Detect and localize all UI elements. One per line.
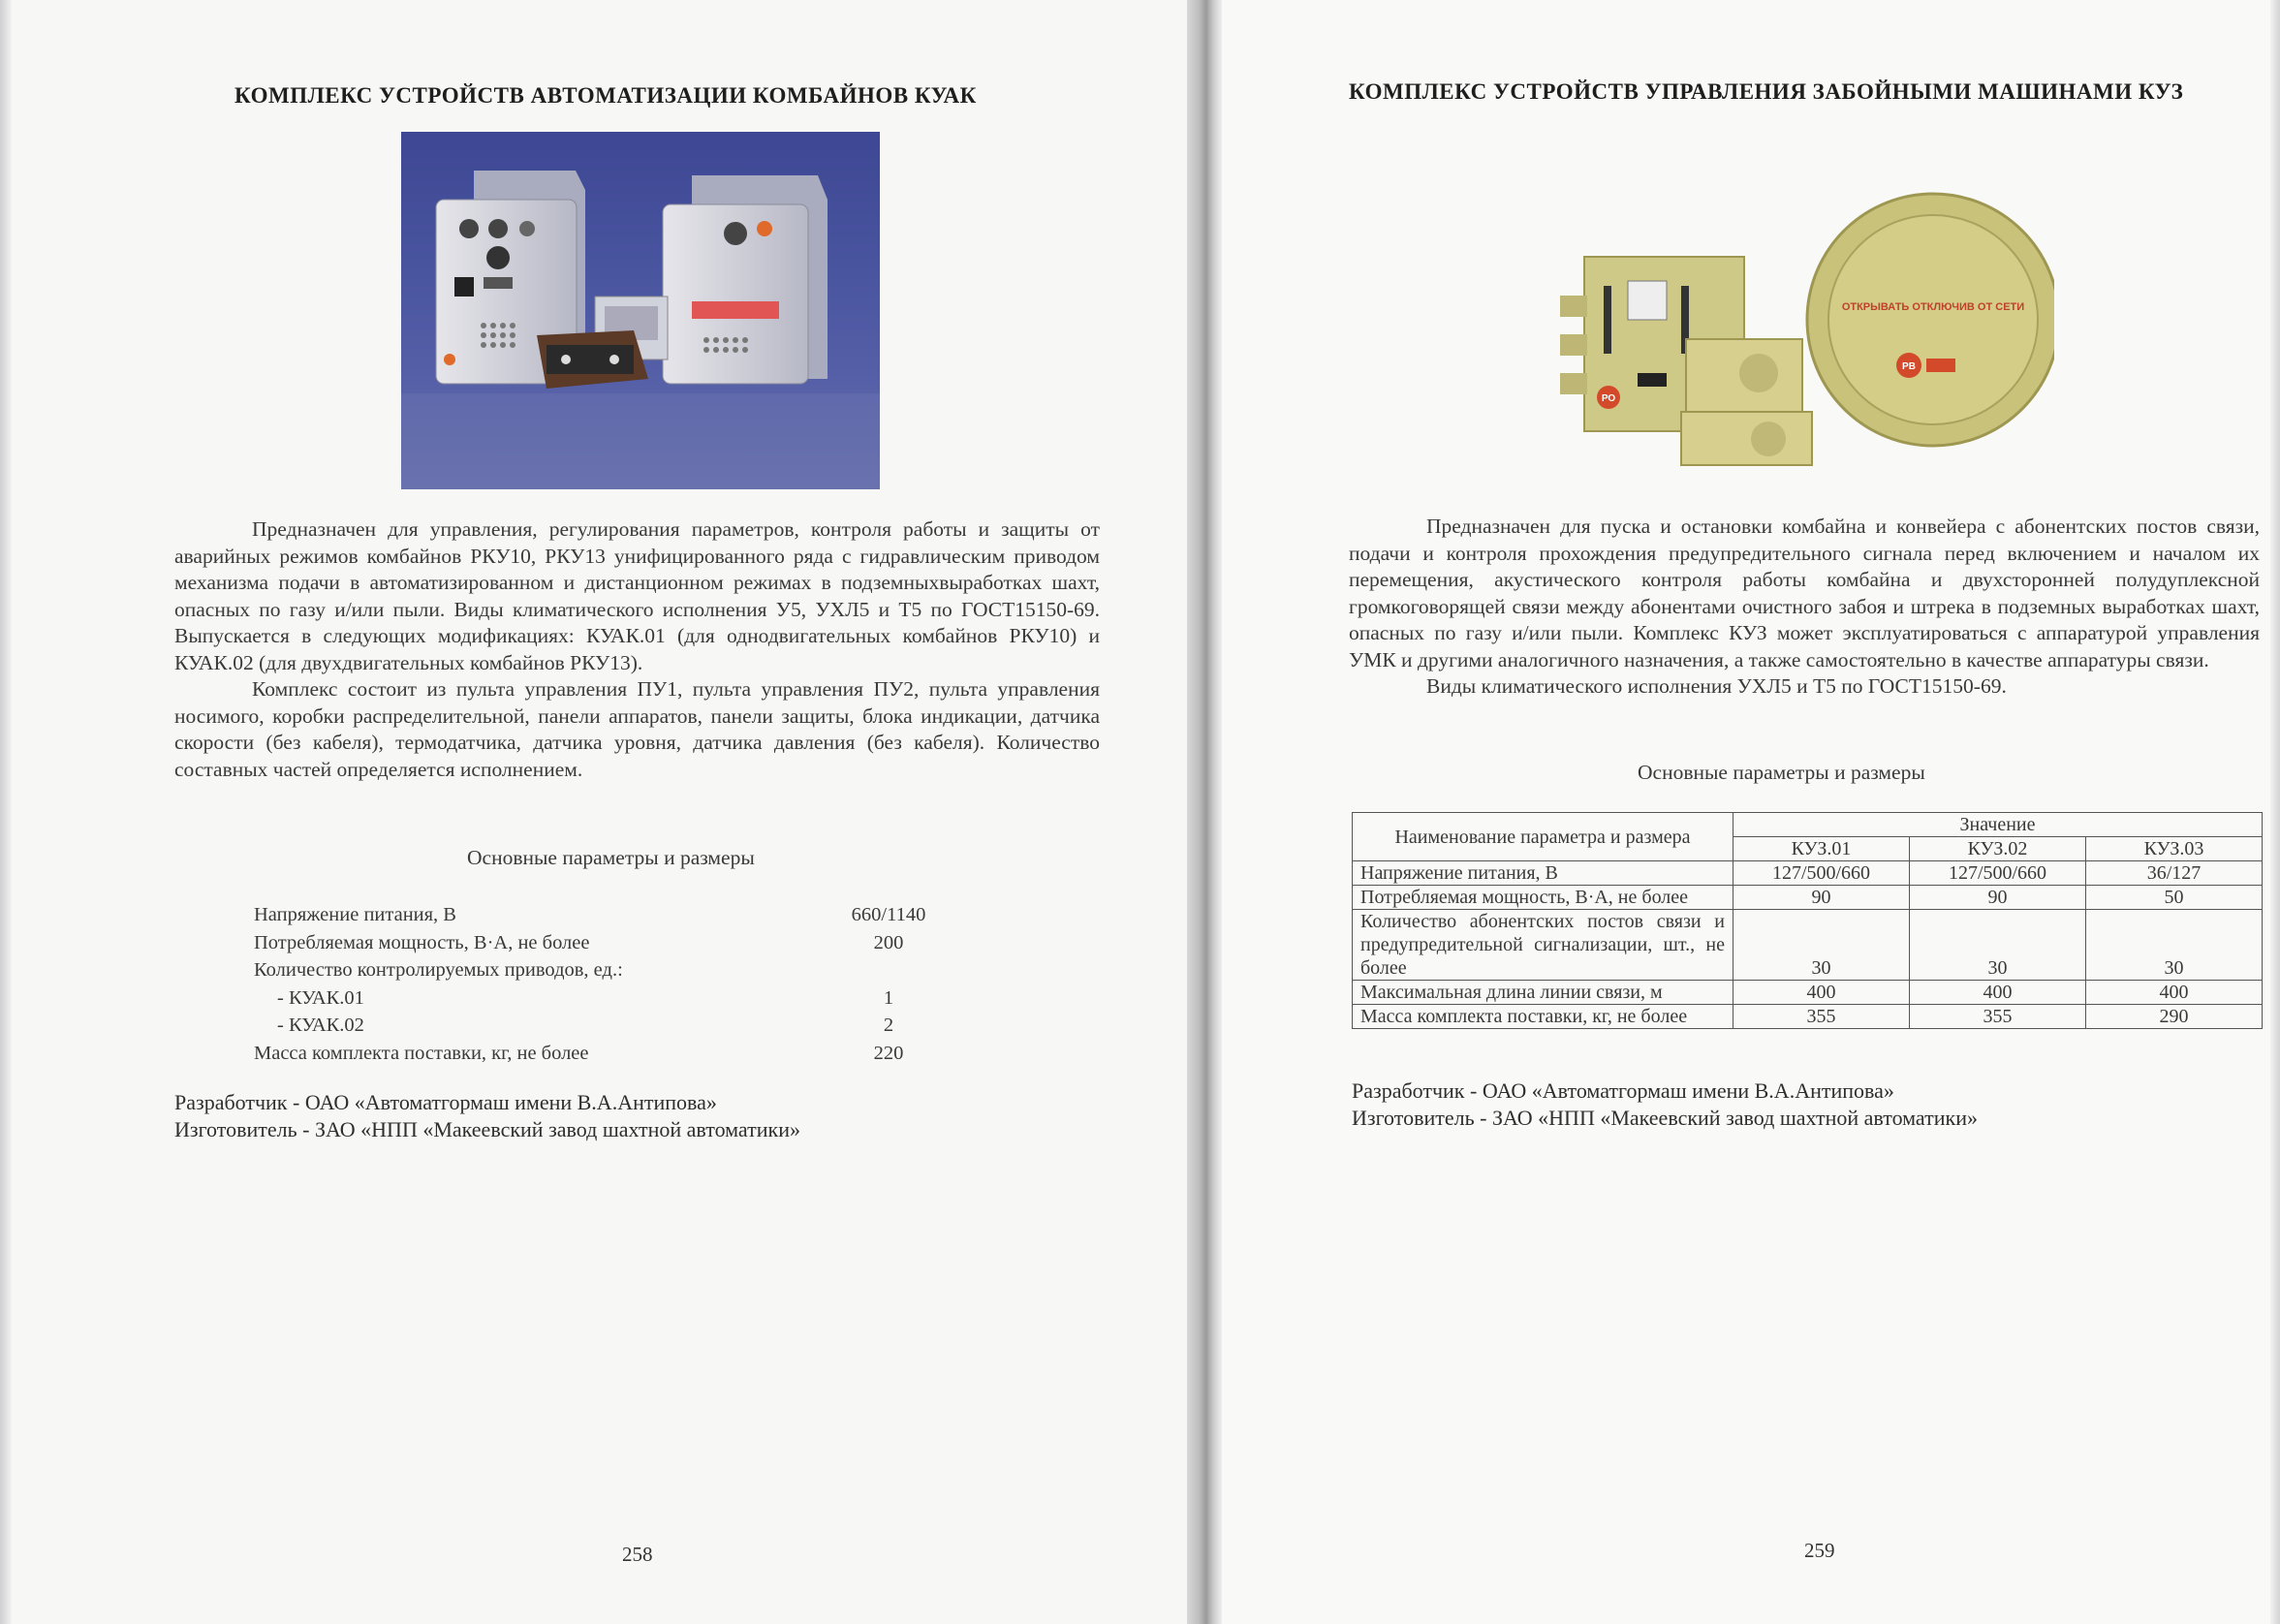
page-edge xyxy=(2270,0,2280,1624)
page-number-right: 259 xyxy=(1804,1539,1835,1562)
param-row xyxy=(254,901,952,929)
description-paragraph: Комплекс состоит из пульта управления ПУ1, пульта управления ПУ2, пульта управления носимого, коробки распределительной, панели аппаратов, панели защиты, блока индикации, датчика скорости (без кабеля), термодатчика, датчика уровня, датчика давления (без кабеля). Количество составных частей определяется исполнением. xyxy=(174,677,1100,781)
param-row xyxy=(254,956,952,984)
param-label: - КУАК.01 xyxy=(277,986,364,1009)
param-row xyxy=(254,1012,952,1040)
left-params-heading: Основные параметры и размеры xyxy=(467,846,755,869)
table-row xyxy=(1353,910,2263,981)
table-row-label: Количество абонентских постов связи и предупредительной сигнализации, шт., не более xyxy=(1353,910,1733,981)
left-credits xyxy=(174,1089,800,1143)
table-row-label: Масса комплекта поставки, кг, не более xyxy=(1353,1005,1733,1029)
kuz-equipment-illustration xyxy=(1560,189,2054,480)
kuak-equipment-illustration xyxy=(401,132,880,489)
developer-line: Разработчик - ОАО «Автоматгормаш имени В.А.Антипова» xyxy=(1352,1078,1894,1103)
table-cell: 90 xyxy=(1733,886,1910,910)
param-value xyxy=(826,956,952,984)
param-label: - КУАК.02 xyxy=(277,1015,364,1036)
table-row-label: Максимальная длина линии связи, м xyxy=(1353,981,1733,1005)
manufacturer-line: Изготовитель - ЗАО «НПП «Макеевский завод шахтной автоматики» xyxy=(1352,1106,1978,1130)
table-header-param: Наименование параметра и размера xyxy=(1353,813,1733,861)
param-row xyxy=(254,929,952,957)
kuz-params-table xyxy=(1352,812,2263,1029)
table-column-header: КУЗ.03 xyxy=(2086,837,2263,861)
table-row-label: Потребляемая мощность, В·А, не более xyxy=(1353,886,1733,910)
param-row xyxy=(254,984,952,1013)
left-page-title: КОМПЛЕКС УСТРОЙСТВ АВТОМАТИЗАЦИИ КОМБАЙНОВ КУАК xyxy=(234,83,977,108)
table-cell: 355 xyxy=(1733,1005,1910,1029)
param-value: 1 xyxy=(883,986,894,1009)
table-cell: 30 xyxy=(1910,910,2086,981)
table-cell: 90 xyxy=(1910,886,2086,910)
table-cell: 127/500/660 xyxy=(1733,861,1910,886)
kuak-product-photo xyxy=(401,132,880,489)
param-label: Напряжение питания, В xyxy=(254,904,456,925)
kuz-product-photo xyxy=(1560,189,2054,480)
table-row xyxy=(1353,1005,2263,1029)
left-params-list xyxy=(254,901,952,1067)
table-cell: 30 xyxy=(2086,910,2263,981)
table-header-value: Значение xyxy=(1733,813,2263,837)
table-header-row xyxy=(1353,813,2263,837)
right-credits xyxy=(1352,1077,1978,1132)
param-row xyxy=(254,1040,952,1068)
table-cell: 400 xyxy=(2086,981,2263,1005)
right-page-title: КОМПЛЕКС УСТРОЙСТВ УПРАВЛЕНИЯ ЗАБОЙНЫМИ МАШИНАМИ КУЗ xyxy=(1349,79,2184,104)
photo-badge: РО xyxy=(1601,393,1616,404)
table-cell: 50 xyxy=(2086,886,2263,910)
param-value: 220 xyxy=(873,1042,904,1064)
param-label: Потребляемая мощность, В·А, не более xyxy=(254,931,590,953)
table-cell: 355 xyxy=(1910,1005,2086,1029)
page-edge xyxy=(0,0,12,1624)
table-cell: 30 xyxy=(1733,910,1910,981)
param-value: 2 xyxy=(883,1015,894,1036)
param-value: 200 xyxy=(873,931,904,953)
photo-warning-label: ОТКРЫВАТЬ ОТКЛЮЧИВ ОТ СЕТИ xyxy=(1841,301,2025,313)
right-description xyxy=(1349,514,2260,701)
description-paragraph: Предназначен для управления, регулирования параметров, контроля работы и защиты от аварийных режимов комбайнов РКУ10, РКУ13 унифицированного ряда с гидравлическим приводом механизма подачи в автоматизированном и дистанционном режимах в подземныхвыработках шахт, опасных по газу и/или пыли. Виды климатического исполнения У5, УХЛ5 и Т5 по ГОСТ15150-69. Выпускается в следующих модификациях: КУАК.01 (для однодвигательных комбайнов РКУ10) и КУАК.02 (для двухдвигательных комбайнов РКУ13). xyxy=(174,517,1100,674)
photo-badge: РВ xyxy=(1902,361,1916,372)
param-label: Количество контролируемых приводов, ед.: xyxy=(254,959,623,981)
table-column-header: КУЗ.01 xyxy=(1733,837,1910,861)
right-params-heading: Основные параметры и размеры xyxy=(1638,761,1925,784)
description-paragraph: Виды климатического исполнения УХЛ5 и Т5 по ГОСТ15150-69. xyxy=(1426,674,2007,698)
table-cell: 400 xyxy=(1910,981,2086,1005)
param-label: Масса комплекта поставки, кг, не более xyxy=(254,1042,589,1064)
page-number-left: 258 xyxy=(622,1543,653,1566)
table-cell: 127/500/660 xyxy=(1910,861,2086,886)
book-spine xyxy=(1187,0,1222,1624)
table-row xyxy=(1353,861,2263,886)
developer-line: Разработчик - ОАО «Автоматгормаш имени В.А.Антипова» xyxy=(174,1090,717,1114)
description-paragraph: Предназначен для пуска и остановки комбайна и конвейера с абонентских постов связи, подачи и контроля прохождения предупредительного сигнала перед включением и началом их перемещения, акустического контроля работы комбайна и двухсторонней полудуплексной громкоговорящей связи между абонентами очистного забоя и штрека в подземных выработках шахт, опасных по газу и/или пыли. Комплекс КУЗ может эксплуатироваться с аппаратурой управления УМК и другими аналогичного назначения, а также самостоятельно в качестве аппаратуры связи. xyxy=(1349,515,2260,671)
table-cell: 290 xyxy=(2086,1005,2263,1029)
table-column-header: КУЗ.02 xyxy=(1910,837,2086,861)
table-row-label: Напряжение питания, В xyxy=(1353,861,1733,886)
table-row xyxy=(1353,886,2263,910)
table-row xyxy=(1353,981,2263,1005)
table-cell: 400 xyxy=(1733,981,1910,1005)
table-cell: 36/127 xyxy=(2086,861,2263,886)
param-value: 660/1140 xyxy=(851,904,926,925)
manufacturer-line: Изготовитель - ЗАО «НПП «Макеевский завод шахтной автоматики» xyxy=(174,1117,800,1141)
left-description xyxy=(174,516,1100,783)
